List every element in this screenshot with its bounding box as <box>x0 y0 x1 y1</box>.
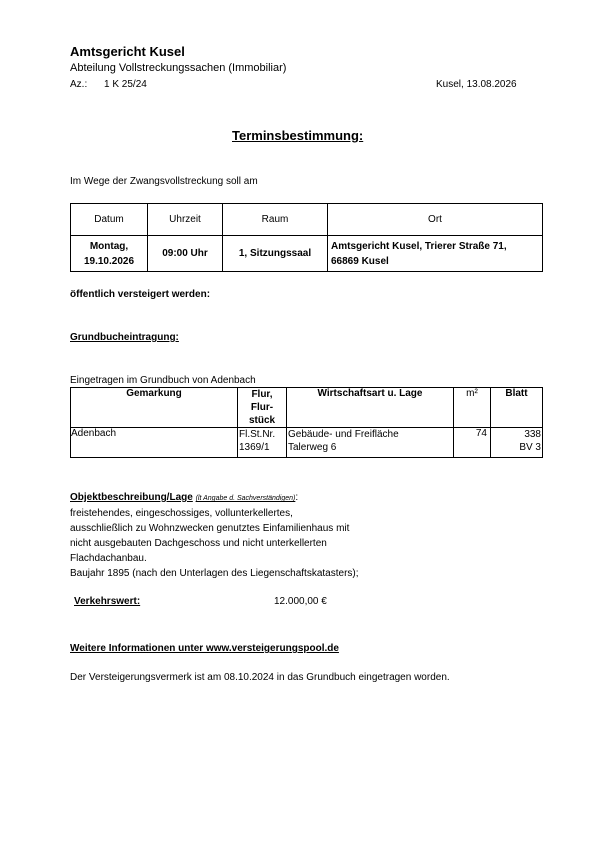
appointment-date-line2: 19.10.2026 <box>83 255 135 267</box>
col-gemarkung: Gemarkung <box>71 388 238 428</box>
header-raum: Raum <box>223 204 328 236</box>
header-uhrzeit: Uhrzeit <box>148 204 223 236</box>
more-info-link[interactable]: Weitere Informationen unter www.versteigerungspool.de <box>70 643 339 654</box>
appointment-time: 09:00 Uhr <box>148 236 223 272</box>
appointment-room: 1, Sitzungssaal <box>223 236 328 272</box>
department: Abteilung Vollstreckungssachen (Immobiliar) <box>70 62 287 74</box>
col-flur-line2: stück <box>248 415 276 426</box>
cell-flur-line2: 1369/1 <box>239 442 270 453</box>
appointment-date <box>71 236 148 272</box>
appointment-place <box>328 236 543 272</box>
col-flur-line1: Flur, Flur- <box>250 389 274 413</box>
object-description-line: freistehendes, eingeschossiges, vollunterkellertes, <box>70 508 293 519</box>
col-blatt: Blatt <box>491 388 543 428</box>
appointment-place-line2: 66869 Kusel <box>331 256 389 267</box>
market-value: 12.000,00 € <box>274 596 327 607</box>
object-description-colon: : <box>295 492 299 503</box>
appointment-date-line1: Montag, <box>89 240 129 252</box>
object-description-line: Baujahr 1895 (nach den Unterlagen des Liegenschaftskatasters); <box>70 568 359 579</box>
table-row <box>71 428 543 458</box>
cell-blatt-line2: BV 3 <box>519 442 541 453</box>
az-value: 1 K 25/24 <box>104 79 147 90</box>
appointment-place-line1: Amtsgericht Kusel, Trierer Straße 71, <box>331 241 507 252</box>
footer-note: Der Versteigerungsvermerk ist am 08.10.2024 in das Grundbuch eingetragen worden. <box>70 672 450 683</box>
cell-m2: 74 <box>454 428 491 458</box>
cell-flur-line1: Fl.St.Nr. <box>239 429 276 440</box>
header-ort: Ort <box>328 204 543 236</box>
col-wirtschaftsart: Wirtschaftsart u. Lage <box>287 388 454 428</box>
auction-text: öffentlich versteigert werden: <box>70 289 211 300</box>
header-datum: Datum <box>71 204 148 236</box>
object-description-line: Flachdachanbau. <box>70 553 147 564</box>
col-m2: m² <box>454 388 491 428</box>
place-date: Kusel, 13.08.2026 <box>436 79 517 90</box>
object-description-heading: Objektbeschreibung/Lage <box>70 492 193 503</box>
cell-wirtschaftsart-line2: Talerweg 6 <box>288 442 337 453</box>
market-value-label: Verkehrswert: <box>74 596 141 607</box>
cell-blatt-line1: 338 <box>524 429 541 440</box>
land-register-intro: Eingetragen im Grundbuch von Adenbach <box>70 375 256 386</box>
object-description-heading-line <box>70 492 298 503</box>
col-flur <box>238 388 287 428</box>
appointment-table <box>70 203 543 272</box>
intro-text: Im Wege der Zwangsvollstreckung soll am <box>70 176 258 187</box>
cell-flur <box>238 428 287 458</box>
object-description-text <box>70 506 359 581</box>
cell-wirtschaftsart-line1: Gebäude- und Freifläche <box>288 429 399 440</box>
cell-wirtschaftsart <box>287 428 454 458</box>
cell-gemarkung: Adenbach <box>71 428 238 458</box>
az-label: Az.: <box>70 79 88 90</box>
land-register-heading: Grundbucheintragung: <box>70 332 179 343</box>
object-description-line: ausschließlich zu Wohnzwecken genutztes Einfamilienhaus mit <box>70 523 350 534</box>
object-description-line: nicht ausgebauten Dachgeschoss und nicht unterkellerten <box>70 538 327 549</box>
court-name: Amtsgericht Kusel <box>70 44 185 59</box>
page-title: Terminsbestimmung: <box>232 128 364 143</box>
land-register-table <box>70 387 543 458</box>
object-description-note: (lt Angabe d. Sachverständigen) <box>195 495 296 502</box>
cell-blatt <box>491 428 543 458</box>
